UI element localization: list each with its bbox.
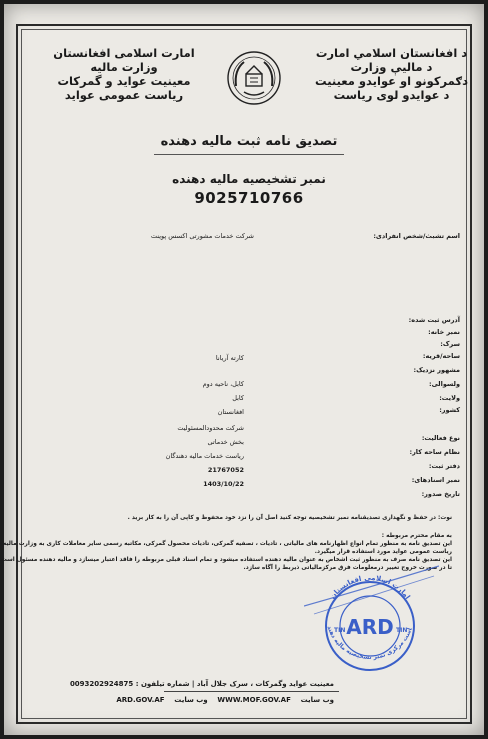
header-left-line1: امارت اسلامی افغانستان (53, 46, 195, 60)
footer-address: معینیت عواید وگمرکات ، سرک جلال آباد | شماره تیلفون : 0093202924875 (69, 680, 334, 688)
official-stamp (304, 562, 439, 672)
title-divider (154, 154, 344, 155)
header-left-line4: ریاست عمومی عواید (64, 88, 184, 102)
country-label: کشور: (439, 406, 460, 414)
taxpayer-name-value: شرکت خدمات مشورتی اکسس پوینت (150, 232, 254, 240)
note-line-2: به مقام محترم مربوطه : (381, 533, 452, 539)
header-left (44, 46, 204, 102)
emblem-icon (226, 50, 282, 106)
stamp-arc-text: امارت اسلامی افغانستان (328, 573, 412, 601)
village-label: ساحه/قریه: (422, 352, 460, 360)
note-line-5: این تصدیق نامه صرف به منظور ثبت اشخاص به عنوان مالیه دهنده استفاده میشود و تمام اسناد قبلی مربوطه را فاقد اعتبار میسازد و مالیه دهنده مسئول است (0, 557, 452, 563)
stamp-left-text: TIN (334, 627, 346, 634)
landmark-value: کارته آریانا (215, 354, 244, 362)
street-label: سرک: (440, 340, 460, 348)
district-label: ولسوالی: (428, 380, 460, 388)
note-line-3: این تصدیق نامه به منظور تمام انواع اظهارنامه های مالیاتی ، تادیات ، تصفیه گمرکی، تادیات محصول گمرکی، مکاتبه رسمی سایر معاملات کاری به وزارت مالیه (2, 541, 452, 547)
reg-no-label: نمبر اسنادهای: (411, 476, 460, 484)
province-value: کابل (232, 394, 244, 402)
office-label: دفتر ثبت: (428, 462, 460, 470)
footer-website-2[interactable]: ARD.GOV.AF (116, 696, 165, 704)
sector-label: نظام ساحه کار: (409, 448, 460, 456)
entity-type-label: نوع فعالیت: (421, 434, 460, 442)
header-right-line4: د عوایدو لوی ریاست (333, 88, 450, 102)
tin-number: 9025710766 (194, 189, 304, 207)
header-left-line2: وزارت مالیه (90, 60, 158, 74)
stamp-center-text: ARD (346, 615, 394, 639)
footer-websites (116, 696, 334, 704)
entity-type-value: شرکت محدودالمسئولیت (177, 424, 244, 432)
house-no-label: نمبر خانه: (428, 328, 460, 336)
note-line-4: ریاست عمومی عواید مورد استفاده قرار میگیرد. (314, 549, 452, 555)
footer-divider (164, 691, 339, 692)
document-title: تصدیق نامه ثبت مالیه دهنده (160, 134, 338, 149)
header-right-line3: دګمرکونو او عوایدو معینیت (315, 74, 468, 88)
signature-stroke (304, 566, 439, 606)
note-line-6: تا در صورت خروج تغییر درمعلومات فرق مرکزمالیاتی ذیربط را آگاه سازد. (243, 565, 452, 571)
date-value: 1403/10/22 (203, 480, 244, 488)
taxpayer-name-label: اسم تشبث/شخص انفرادی: (373, 232, 460, 240)
landmark-label: مشهور نزدیک: (413, 366, 460, 374)
header-right (304, 46, 479, 102)
footer-website-label: وب سایت (300, 696, 334, 704)
header-right-line2: د مالیې وزارت (350, 60, 433, 74)
tin-heading: نمبر تشخیصیه مالیه دهنده (172, 172, 326, 186)
province-label: ولایت: (439, 394, 460, 402)
date-label: تاریخ صدور: (421, 490, 460, 498)
header-right-line1: د افغانستان اسلامي امارت (315, 46, 468, 60)
document-page (0, 4, 484, 735)
office-value: ریاست خدمات مالیه دهندگان (165, 452, 244, 460)
stamp-bottom-text: است مرکزی نمبر تشخیصیه مالیه دهند (325, 624, 414, 661)
reg-no-value: 21767052 (207, 466, 244, 474)
footer-website-label-2: وب سایت (174, 696, 208, 704)
header-left-line3: معینیت عواید و گمرکات (57, 74, 191, 88)
country-value: افغانستان (217, 408, 244, 416)
address-label: آدرس ثبت شده: (408, 316, 460, 324)
note-line-1: نوت: در حفظ و نگهداری تصدیقنامه نمبر تشخیصیه توجه کنید اصل آن را نزد خود محفوظ و کاپی آن را به کار برید . (127, 515, 452, 521)
sector-value: بخش خدماتی (207, 438, 244, 446)
district-value: کابل، ناحیه دوم (202, 380, 244, 388)
footer-website-1[interactable]: WWW.MOF.GOV.AF (217, 696, 291, 704)
stamp-right-text: TIN (396, 627, 408, 634)
